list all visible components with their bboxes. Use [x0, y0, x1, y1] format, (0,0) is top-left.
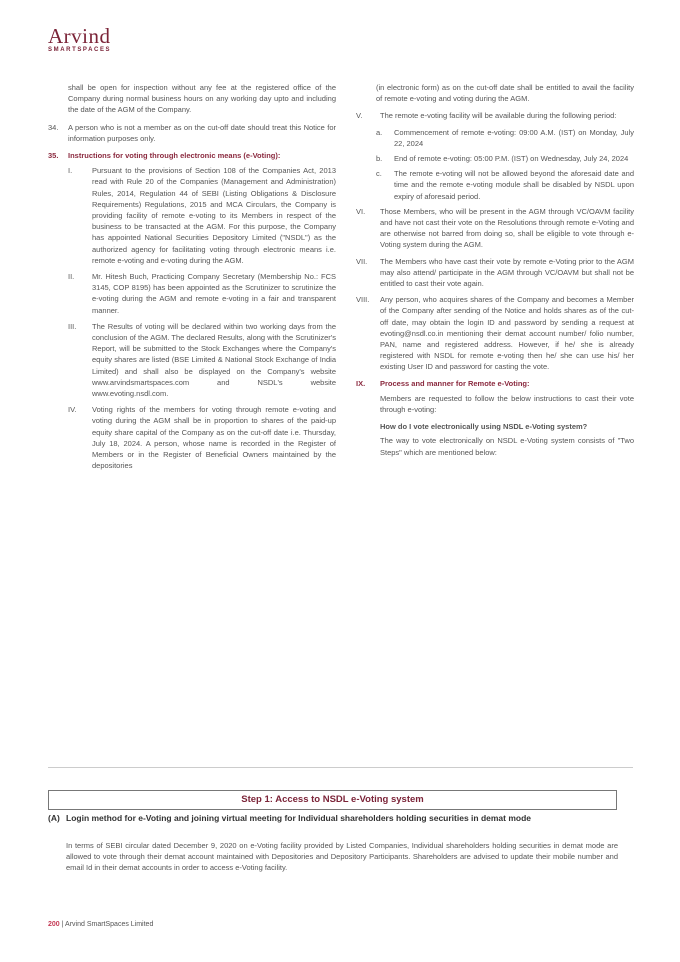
instruction-item: II. Mr. Hitesh Buch, Practicing Company Secretary (Membership No.: FCS 3145, COP 8195) has been appointed as the Scrutinizer to scrutinize the e-voting during the AGM and remote e-voting in a fair and transparent manner.: [68, 272, 336, 315]
voting-period-item: c. The remote e-voting will not be allowed beyond the aforesaid date and time and the remote e-voting module shall be disabled by NSDL upon expiry of aforesaid period.: [376, 169, 634, 201]
footer-separator: |: [61, 921, 66, 928]
instruction-item: VIII. Any person, who acquires shares of the Company and becomes a Member of the Company after sending of the Notice and holds shares as of the cut-off date, may obtain the login ID and password by sending a request at evoting@nsdl.co.in mentioning their demat account number/ folio number, PAN, name and registered address. However, if he/ she is already registered with NSDL for remote e-voting then he/ she can use his/ her existing User ID and password for casting the vote.: [356, 295, 634, 372]
page-footer: [48, 921, 153, 928]
voting-period-item: b. End of remote e-voting: 05:00 P.M. (IST) on Wednesday, July 24, 2024: [376, 154, 629, 164]
left-continued-text: shall be open for inspection without any fee at the registered office of the Company during normal business hours on any working day upto and including the date of the AGM of the Company.: [68, 83, 336, 115]
brand-subtitle: SMARTSPACES: [48, 47, 112, 53]
page-number: 200: [48, 921, 60, 928]
instruction-item: V. The remote e-voting facility will be available during the following period:: [356, 111, 617, 121]
section-a-heading: (A) Login method for e-Voting and joining virtual meeting for Individual shareholders holding securities in demat mode: [48, 813, 532, 823]
faq-question: How do I vote electronically using NSDL e-Voting system?: [380, 422, 588, 432]
item-34: 34. A person who is not a member as on the cut-off date should treat this Notice for information purposes only.: [48, 122, 336, 143]
brand-name: Arvind: [48, 24, 111, 48]
right-continued-text: (in electronic form) as on the cut-off date shall be entitled to avail the facility of remote e-voting and voting during the AGM.: [376, 83, 634, 104]
heading-35: 35. Instructions for voting through electronic means (e-Voting):: [48, 151, 281, 161]
heading-ix: IX. Process and manner for Remote e-Voting:: [356, 378, 530, 388]
instruction-item: III. The Results of voting will be declared within two working days from the conclusion of the AGM. The declared Results, along with the Scrutinizer's Report, will be submitted to the Stock Exchanges where the Company's equity shares are listed (BSE Limited & National Stock Exchange of India Limited) and shall also be displayed on the Company's website www.arvindsmartspaces.com and NSDL's website www.evoting.nsdl.com.: [68, 321, 336, 399]
instruction-item: VII. The Members who have cast their vote by remote e-Voting prior to the AGM may also attend/ participate in the AGM through VC/OAVM but shall not be entitled to cast their vote again.: [356, 256, 634, 289]
step-1-title: Step 1: Access to NSDL e-Voting system: [48, 790, 617, 810]
instruction-item: I. Pursuant to the provisions of Section 108 of the Companies Act, 2013 read with Rule 20 of the Companies (Management and Administration) Rules, 2014, Regulation 44 of SEBI (Listing Obligations & Disclosure Requirements) Regulations, 2015 and MCA Circulars, the Company is providing facility of remote e-voting to its Members in respect of the business to be transacted at the AGM. For this purpose, the Company has appointed National Securities Depository Limited ("NSDL") as the authorized agency for facilitating voting through electronic means i.e. remote e-voting and e-voting during the AGM.: [68, 166, 336, 265]
footer-company: Arvind SmartSpaces Limited: [65, 921, 154, 928]
section-a-body: In terms of SEBI circular dated December 9, 2020 on e-Voting facility provided by Listed Companies, Individual shareholders holding securities in demat mode are allowed to vote through their demat account maintained with Depositories and Depository Participants. Shareholders are advised to update their mobile number and email Id in their demat accounts in order to access e-Voting facility.: [66, 841, 618, 872]
left-column: [48, 82, 336, 477]
evoting-instructions-list: [48, 165, 336, 471]
voting-period-item: a. Commencement of remote e-voting: 09:00 A.M. (IST) on Monday, July 22, 2024: [376, 127, 634, 148]
faq-answer: The way to vote electronically on NSDL e-Voting system consists of "Two Steps" which are mentioned below:: [380, 436, 634, 457]
ix-body: Members are requested to follow the below instructions to cast their vote through e-voting:: [380, 393, 634, 415]
instruction-item: IV. Voting rights of the members for voting through remote e-voting and voting during the AGM shall be in proportion to shares of the paid-up equity share capital of the Company as on the cut-off date i.e. Thursday, July 18, 2024. A person, whose name is recorded in the Register of Members or in the Register of Beneficial Owners maintained by the depositories: [68, 405, 336, 471]
instruction-item: VI. Those Members, who will be present in the AGM through VC/OAVM facility and have not cast their vote on the Resolutions through remote e-Voting and are otherwise not barred from doing so, shall be eligible to vote through e-Voting system during the AGM.: [356, 206, 634, 250]
brand-logo: [48, 26, 111, 53]
right-column: [356, 82, 634, 458]
section-divider: [48, 767, 633, 768]
